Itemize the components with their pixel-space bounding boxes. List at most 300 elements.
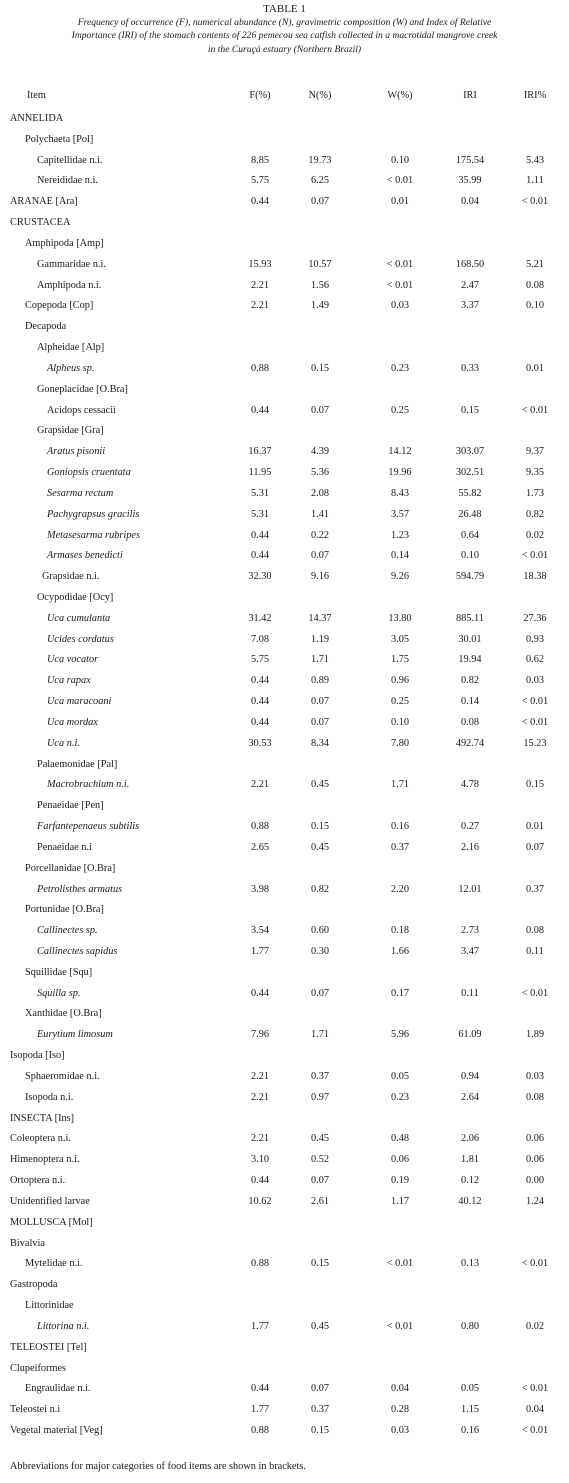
item-label: Petrolisthes armatus — [37, 884, 123, 895]
table-row — [0, 1049, 569, 1063]
item-label: Goneplacidae [O.Bra] — [37, 384, 128, 395]
value-w: 0.23 — [390, 363, 410, 374]
value-f: 7.96 — [250, 1029, 270, 1040]
value-w: 0.03 — [390, 1425, 410, 1436]
value-iri-percent: 0.06 — [525, 1154, 545, 1165]
value-n: 0.30 — [310, 946, 330, 957]
value-n: 10.57 — [308, 259, 332, 270]
value-n: 0.07 — [310, 717, 330, 728]
value-iri: 0.04 — [460, 196, 480, 207]
value-w: 0.01 — [390, 196, 410, 207]
table-row — [0, 1028, 569, 1042]
value-iri: 30.01 — [458, 634, 482, 645]
value-w: 0.04 — [390, 1383, 410, 1394]
value-iri-percent: 27.36 — [523, 613, 547, 624]
table-row — [0, 1070, 569, 1084]
table-row — [0, 279, 569, 293]
value-f: 3.54 — [250, 925, 270, 936]
value-iri-percent: < 0.01 — [521, 1425, 549, 1436]
table-row — [0, 1216, 569, 1230]
table-row — [0, 1007, 569, 1021]
value-f: 0.44 — [250, 405, 270, 416]
value-n: 0.07 — [310, 1383, 330, 1394]
value-iri-percent: 0.10 — [525, 300, 545, 311]
item-label: Ocypodidae [Ocy] — [37, 592, 114, 603]
value-n: 0.07 — [310, 196, 330, 207]
value-f: 8.85 — [250, 155, 270, 166]
item-label: Isopoda n.i. — [25, 1092, 74, 1103]
value-iri: 0.12 — [460, 1175, 480, 1186]
value-iri-percent: < 0.01 — [521, 1383, 549, 1394]
value-f: 2.21 — [250, 1092, 270, 1103]
value-w: 19.96 — [388, 467, 412, 478]
item-label: Teleostei n.i — [10, 1404, 61, 1415]
value-iri-percent: 0.01 — [525, 821, 545, 832]
value-f: 2.21 — [250, 779, 270, 790]
value-iri: 168.50 — [455, 259, 485, 270]
header-iri-percent: IRI% — [523, 90, 547, 101]
table-row — [0, 716, 569, 730]
table-row — [0, 966, 569, 980]
table-row — [0, 1195, 569, 1209]
table-row — [0, 633, 569, 647]
item-label: Pachygrapsus gracilis — [47, 509, 140, 520]
value-iri: 55.82 — [458, 488, 482, 499]
value-f: 0.44 — [250, 550, 270, 561]
item-label: INSECTA [Ins] — [10, 1113, 75, 1124]
value-iri-percent: 0.62 — [525, 654, 545, 665]
item-label: Polychaeta [Pol] — [25, 134, 94, 145]
value-f: 32.30 — [248, 571, 272, 582]
value-iri-percent: 0.15 — [525, 779, 545, 790]
value-iri: 2.47 — [460, 280, 480, 291]
item-label: Squillidae [Squ] — [25, 967, 93, 978]
value-f: 11.95 — [248, 467, 272, 478]
value-f: 10.62 — [248, 1196, 272, 1207]
value-iri: 0.08 — [460, 717, 480, 728]
value-w: 8.43 — [390, 488, 410, 499]
value-iri-percent: 0.06 — [525, 1133, 545, 1144]
value-iri-percent: 5.43 — [525, 155, 545, 166]
item-label: Sphaeromidae n.i. — [25, 1071, 100, 1082]
item-label: Callinectes sp. — [37, 925, 98, 936]
value-n: 2.08 — [310, 488, 330, 499]
value-iri: 1.81 — [460, 1154, 480, 1165]
value-f: 5.75 — [250, 654, 270, 665]
value-iri-percent: 5.21 — [525, 259, 545, 270]
table-row — [0, 508, 569, 522]
value-n: 1.19 — [310, 634, 330, 645]
table-row — [0, 778, 569, 792]
value-iri: 26.48 — [458, 509, 482, 520]
item-label: Isopoda [Iso] — [10, 1050, 65, 1061]
table-row — [0, 945, 569, 959]
item-label: Armases benedicti — [47, 550, 123, 561]
value-iri-percent: 9.37 — [525, 446, 545, 457]
value-iri: 594.79 — [455, 571, 485, 582]
item-label: Grapsidae n.i. — [42, 571, 100, 582]
value-f: 2.21 — [250, 300, 270, 311]
value-w: 0.23 — [390, 1092, 410, 1103]
value-iri-percent: 0.04 — [525, 1404, 545, 1415]
value-w: 0.16 — [390, 821, 410, 832]
value-f: 5.31 — [250, 509, 270, 520]
value-w: 1.17 — [390, 1196, 410, 1207]
value-iri-percent: 1.24 — [525, 1196, 545, 1207]
value-f: 2.65 — [250, 842, 270, 853]
value-iri-percent: < 0.01 — [521, 1258, 549, 1269]
value-iri-percent: < 0.01 — [521, 196, 549, 207]
value-iri: 0.14 — [460, 696, 480, 707]
table-row — [0, 758, 569, 772]
value-w: < 0.01 — [386, 259, 414, 270]
value-iri: 0.05 — [460, 1383, 480, 1394]
value-iri-percent: 0.02 — [525, 530, 545, 541]
value-w: 0.05 — [390, 1071, 410, 1082]
item-label: Uca cumulanta — [47, 613, 111, 624]
value-iri: 3.47 — [460, 946, 480, 957]
header-iri: IRI — [463, 90, 477, 101]
value-n: 0.07 — [310, 405, 330, 416]
item-label: TELEOSTEI [Tel] — [10, 1342, 87, 1353]
value-n: 4.39 — [310, 446, 330, 457]
item-label: Copepoda [Cop] — [25, 300, 94, 311]
value-n: 0.07 — [310, 988, 330, 999]
table-header-row — [0, 89, 569, 103]
item-label: Alpheidae [Alp] — [37, 342, 105, 353]
value-iri-percent: 1.11 — [526, 175, 544, 186]
value-n: 0.45 — [310, 1321, 330, 1332]
value-w: 0.48 — [390, 1133, 410, 1144]
value-iri: 4.78 — [460, 779, 480, 790]
value-n: 0.15 — [310, 821, 330, 832]
table-row — [0, 1382, 569, 1396]
value-w: 0.37 — [390, 842, 410, 853]
value-w: 5.96 — [390, 1029, 410, 1040]
table-row — [0, 133, 569, 147]
table-row — [0, 466, 569, 480]
table-row — [0, 112, 569, 126]
value-f: 31.42 — [248, 613, 272, 624]
item-label: Penaeidae n.i — [37, 842, 92, 853]
value-w: 1.71 — [390, 779, 410, 790]
item-label: Xanthidae [O.Bra] — [25, 1008, 102, 1019]
value-iri: 0.82 — [460, 675, 480, 686]
item-label: Decapoda — [25, 321, 67, 332]
caption-line: Frequency of occurrence (F), numerical abundance (N), gravimetric composition (W) and Index of Relative — [77, 17, 492, 28]
value-iri-percent: 0.93 — [525, 634, 545, 645]
value-w: 1.23 — [390, 530, 410, 541]
value-iri-percent: < 0.01 — [521, 717, 549, 728]
value-n: 0.60 — [310, 925, 330, 936]
value-n: 1.41 — [310, 509, 330, 520]
item-label: Alpheus sp. — [47, 363, 95, 374]
item-label: Metasesarma rubripes — [47, 530, 140, 541]
value-iri-percent: < 0.01 — [521, 550, 549, 561]
item-label: Aratus pisonii — [47, 446, 106, 457]
table-row — [0, 653, 569, 667]
item-label: Littorina n.i. — [37, 1321, 90, 1332]
table-row — [0, 320, 569, 334]
table-row — [0, 424, 569, 438]
value-w: 0.17 — [390, 988, 410, 999]
value-w: 9.26 — [390, 571, 410, 582]
value-iri: 0.11 — [461, 988, 479, 999]
value-n: 0.07 — [310, 696, 330, 707]
table-row — [0, 841, 569, 855]
value-iri: 492.74 — [455, 738, 485, 749]
item-label: Uca n.i. — [47, 738, 80, 749]
value-w: 0.19 — [390, 1175, 410, 1186]
value-n: 0.52 — [310, 1154, 330, 1165]
table-row — [0, 674, 569, 688]
table-row — [0, 1424, 569, 1438]
value-iri: 19.94 — [458, 654, 482, 665]
item-label: Littorinidae — [25, 1300, 74, 1311]
value-iri: 0.33 — [460, 363, 480, 374]
table-row — [0, 591, 569, 605]
value-f: 0.88 — [250, 1425, 270, 1436]
table-row — [0, 1278, 569, 1292]
value-n: 2.61 — [310, 1196, 330, 1207]
value-w: 0.28 — [390, 1404, 410, 1415]
value-n: 6.25 — [310, 175, 330, 186]
table-row — [0, 820, 569, 834]
value-iri: 0.13 — [460, 1258, 480, 1269]
table-row — [0, 195, 569, 209]
item-label: Acidops cessacii — [47, 405, 116, 416]
value-w: 0.10 — [390, 155, 410, 166]
table-row — [0, 258, 569, 272]
table-row — [0, 1341, 569, 1355]
table-row — [0, 612, 569, 626]
table-row — [0, 237, 569, 251]
value-n: 0.07 — [310, 1175, 330, 1186]
item-label: ARANAE [Ara] — [10, 196, 78, 207]
item-label: Callinectes sapidus — [37, 946, 118, 957]
value-w: 1.66 — [390, 946, 410, 957]
value-n: 1.71 — [310, 1029, 330, 1040]
item-label: Amphipoda [Amp] — [25, 238, 104, 249]
item-label: Nereididae n.i. — [37, 175, 98, 186]
value-n: 0.15 — [310, 1258, 330, 1269]
value-n: 0.22 — [310, 530, 330, 541]
table-row — [0, 1153, 569, 1167]
value-n: 0.97 — [310, 1092, 330, 1103]
table-row — [0, 987, 569, 1001]
table-row — [0, 903, 569, 917]
item-label: Mytelidae n.i. — [25, 1258, 83, 1269]
table-row — [0, 1362, 569, 1376]
value-f: 2.21 — [250, 280, 270, 291]
value-n: 0.15 — [310, 363, 330, 374]
value-f: 1.77 — [250, 1321, 270, 1332]
value-iri-percent: 0.08 — [525, 925, 545, 936]
value-iri: 2.06 — [460, 1133, 480, 1144]
value-iri-percent: 0.82 — [525, 509, 545, 520]
value-n: 0.45 — [310, 842, 330, 853]
value-w: 0.18 — [390, 925, 410, 936]
value-iri-percent: 0.07 — [525, 842, 545, 853]
value-n: 5.36 — [310, 467, 330, 478]
table-row — [0, 174, 569, 188]
value-iri: 0.80 — [460, 1321, 480, 1332]
value-iri-percent: 0.00 — [525, 1175, 545, 1186]
item-label: Coleoptera n.i. — [10, 1133, 71, 1144]
item-label: Farfantepenaeus subtilis — [37, 821, 140, 832]
value-iri: 0.10 — [460, 550, 480, 561]
item-label: Gastropoda — [10, 1279, 58, 1290]
value-w: 0.96 — [390, 675, 410, 686]
value-f: 3.98 — [250, 884, 270, 895]
value-iri: 175.54 — [455, 155, 485, 166]
table-row — [0, 1237, 569, 1251]
value-iri: 0.27 — [460, 821, 480, 832]
value-f: 0.44 — [250, 675, 270, 686]
value-n: 0.45 — [310, 779, 330, 790]
value-f: 0.88 — [250, 363, 270, 374]
table-row — [0, 1112, 569, 1126]
value-w: 2.20 — [390, 884, 410, 895]
table-row — [0, 695, 569, 709]
value-iri-percent: 0.11 — [526, 946, 544, 957]
value-f: 0.88 — [250, 821, 270, 832]
value-n: 0.15 — [310, 1425, 330, 1436]
item-label: Vegetal material [Veg] — [10, 1425, 103, 1436]
value-f: 5.75 — [250, 175, 270, 186]
value-f: 7.08 — [250, 634, 270, 645]
value-iri: 35.99 — [458, 175, 482, 186]
value-f: 3.10 — [250, 1154, 270, 1165]
value-f: 1.77 — [250, 1404, 270, 1415]
value-n: 0.07 — [310, 550, 330, 561]
value-w: < 0.01 — [386, 175, 414, 186]
value-w: < 0.01 — [386, 1321, 414, 1332]
item-label: Sesarma rectum — [47, 488, 114, 499]
value-f: 1.77 — [250, 946, 270, 957]
value-w: 3.05 — [390, 634, 410, 645]
value-w: 0.25 — [390, 405, 410, 416]
value-n: 9.16 — [310, 571, 330, 582]
value-iri: 40.12 — [458, 1196, 482, 1207]
value-iri-percent: < 0.01 — [521, 988, 549, 999]
table-row — [0, 737, 569, 751]
table-row — [0, 1091, 569, 1105]
value-iri-percent: 0.03 — [525, 1071, 545, 1082]
value-iri-percent: 9.35 — [525, 467, 545, 478]
table-row — [0, 341, 569, 355]
value-f: 30.53 — [248, 738, 272, 749]
header-item: Item — [27, 90, 46, 101]
value-iri-percent: 1.73 — [525, 488, 545, 499]
value-iri: 303.07 — [455, 446, 485, 457]
value-f: 0.44 — [250, 530, 270, 541]
item-label: Uca maracoani — [47, 696, 112, 707]
value-f: 2.21 — [250, 1071, 270, 1082]
value-n: 0.37 — [310, 1404, 330, 1415]
value-w: 0.03 — [390, 300, 410, 311]
table-row — [0, 1299, 569, 1313]
value-iri: 2.73 — [460, 925, 480, 936]
value-iri: 2.64 — [460, 1092, 480, 1103]
value-n: 1.71 — [310, 654, 330, 665]
item-label: Porcellanidae [O.Bra] — [25, 863, 116, 874]
value-n: 0.45 — [310, 1133, 330, 1144]
value-w: < 0.01 — [386, 1258, 414, 1269]
table-row — [0, 404, 569, 418]
table-row — [0, 529, 569, 543]
value-w: < 0.01 — [386, 280, 414, 291]
item-label: Uca rapax — [47, 675, 91, 686]
item-label: Macrobrachium n.i. — [47, 779, 130, 790]
value-f: 0.44 — [250, 717, 270, 728]
item-label: Palaemonidae [Pal] — [37, 759, 118, 770]
table-footnote: Abbreviations for major categories of food items are shown in brackets. — [10, 1461, 306, 1472]
value-n: 14.37 — [308, 613, 332, 624]
value-w: 3.57 — [390, 509, 410, 520]
value-iri-percent: 0.08 — [525, 280, 545, 291]
value-f: 0.44 — [250, 196, 270, 207]
table-row — [0, 799, 569, 813]
value-iri-percent: < 0.01 — [521, 696, 549, 707]
table-row — [0, 154, 569, 168]
table-row — [0, 1174, 569, 1188]
value-w: 0.25 — [390, 696, 410, 707]
item-label: MOLLUSCA [Mol] — [10, 1217, 93, 1228]
item-label: Eurytium limosum — [37, 1029, 113, 1040]
value-n: 1.49 — [310, 300, 330, 311]
caption-line: in the Curuçá estuary (Northern Brazil) — [207, 43, 362, 55]
value-iri: 0.15 — [460, 405, 480, 416]
table-row — [0, 383, 569, 397]
value-n: 8.34 — [310, 738, 330, 749]
value-iri: 61.09 — [458, 1029, 482, 1040]
item-label: Bivalvia — [10, 1238, 45, 1249]
value-w: 1.75 — [390, 654, 410, 665]
value-w: 0.14 — [390, 550, 410, 561]
header-n: N(%) — [308, 90, 332, 101]
item-label: Penaeidae [Pen] — [37, 800, 104, 811]
item-label: Ucides cordatus — [47, 634, 114, 645]
value-f: 5.31 — [250, 488, 270, 499]
value-iri-percent: 18.38 — [523, 571, 547, 582]
value-n: 0.37 — [310, 1071, 330, 1082]
table-row — [0, 570, 569, 584]
item-label: Clupeiformes — [10, 1363, 67, 1374]
table-row — [0, 883, 569, 897]
table-row — [0, 1403, 569, 1417]
item-label: Squilla sp. — [37, 988, 81, 999]
table-row — [0, 362, 569, 376]
value-iri-percent: 0.03 — [525, 675, 545, 686]
value-n: 0.82 — [310, 884, 330, 895]
value-iri: 0.64 — [460, 530, 480, 541]
value-w: 0.10 — [390, 717, 410, 728]
value-iri-percent: 0.01 — [525, 363, 545, 374]
value-iri-percent: 0.37 — [525, 884, 545, 895]
value-n: 1.56 — [310, 280, 330, 291]
table-row — [0, 299, 569, 313]
header-w: W(%) — [387, 90, 413, 101]
value-iri: 1.15 — [460, 1404, 480, 1415]
value-f: 16.37 — [248, 446, 272, 457]
table-label: TABLE 1 — [263, 3, 306, 15]
value-iri: 0.94 — [460, 1071, 480, 1082]
value-iri: 0.16 — [460, 1425, 480, 1436]
value-iri-percent: < 0.01 — [521, 405, 549, 416]
value-f: 0.88 — [250, 1258, 270, 1269]
item-label: Unidentified larvae — [10, 1196, 90, 1207]
